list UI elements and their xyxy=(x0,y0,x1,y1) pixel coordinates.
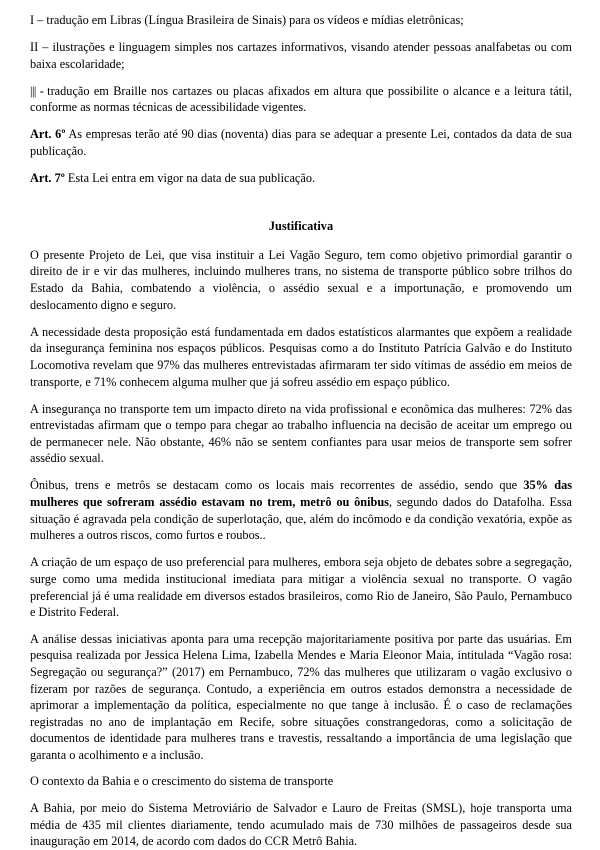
paragraph-objetivo: O presente Projeto de Lei, que visa instituir a Lei Vagão Seguro, tem como objetivo primordial garantir o direito de ir e vir das mulheres, incluindo mulheres trans, no sistema de transporte público sobre trilhos do Estado da Bahia, combatendo a violência, o assédio sexual e a importunação, e promovendo um deslocamento digno e seguro. xyxy=(30,247,572,312)
list-text-ii: ilustrações e linguagem simples nos cartazes informativos, visando atender pessoas analfabetas ou com baixa escolaridade; xyxy=(30,40,572,71)
paragraph-espaco-preferencial: A criação de um espaço de uso preferencial para mulheres, embora seja objeto de debates sobre a segregação, surge como uma medida institucional imediata para mitigar a violência sexual no transporte. O vagão preferencial já é uma realidade em diversos estados brasileiros, como Rio de Janeiro, São Paulo, Pernambuco e Distrito Federal. xyxy=(30,555,572,620)
paragraph-dados: A necessidade desta proposição está fundamentada em dados estatísticos alarmantes que expõem a realidade da insegurança feminina nos espaços públicos. Pesquisas como a do Instituto Patrícia Galvão e do Instituto Locomotiva revelam que 97% das mulheres entrevistadas afirmaram ter sido vítimas de assédio em meios de transporte, e 71% conhecem alguma mulher que já sofreu assédio em espaço público. xyxy=(30,324,572,389)
paragraph-contexto-bahia-titulo: O contexto da Bahia e o crescimento do sistema de transporte xyxy=(30,774,334,789)
paragraph-bahia-dados: A Bahia, por meio do Sistema Metroviário de Salvador e Lauro de Freitas (SMSL), hoje transporta uma média de 435 mil clientes diariamente, tendo acumulado mais de 730 milhões de passageiros desde sua inauguração em 2014, de acordo com dados do CCR Metrô Bahia. xyxy=(30,801,572,849)
article-6-text: As empresas terão até 90 dias (noventa) dias para se adequar a presente Lei, contados da data de sua publicação. xyxy=(30,127,572,159)
list-marker-iii: ||| - xyxy=(30,83,48,98)
paragraph-onibus-prefix: Ônibus, trens e metrôs se destacam como os locais mais recorrentes de assédio, sendo que xyxy=(30,478,524,493)
section-heading-justificativa: Justificativa xyxy=(268,219,334,234)
article-6 xyxy=(30,126,572,159)
section-spacer xyxy=(30,197,572,218)
list-marker-i: I – xyxy=(30,13,47,27)
article-7-text: Esta Lei entra em vigor na data de sua publicação. xyxy=(64,171,316,186)
list-item-ii xyxy=(30,39,572,72)
paragraph-onibus-suffix: , segundo dados do Datafolha. Essa situação é agravada pela condição de superlotação, que, além do incômodo e da condição vexatória, expõe as mulheres a outros riscos, como furtos e roubos.. xyxy=(30,495,572,543)
list-text-i: tradução em Libras (Língua Brasileira de Sinais) para os vídeos e mídias eletrônicas; xyxy=(46,13,464,27)
paragraph-impacto: A insegurança no transporte tem um impacto direto na vida profissional e econômica das mulheres: 72% das entrevistadas afirmam que o tempo para chegar ao trabalho influencia na decisão de aceitar um emprego ou de permanecer nele. Não obstante, 46% não se sentem confiantes para usar meios de transporte sem sofrer assédio sexual. xyxy=(30,401,572,466)
article-7 xyxy=(30,170,572,187)
paragraph-onibus xyxy=(30,477,572,543)
paragraph-analise-iniciativas: A análise dessas iniciativas aponta para uma recepção majoritariamente positiva por parte das usuárias. Em pesquisa realizada por Jessica Helena Lima, Izabella Mendes e Maria Eleonor Maia, intitulada “Vagão rosa: Segregação ou segurança?” (2017) em Pernambuco, 72% das mulheres que utilizaram o vagão exclusivo o fizeram por razões de segurança. Contudo, a experiência em outros estados demonstra a necessidade de aprimorar a implementação da política, especialmente no que tange à inclusão. É o caso de reclamações registradas no ano de implantação em Recife, sobre situações constrangedoras, como a solicitação de documentos de identidade para mulheres trans e travestis, ressaltando a importância de uma legislação que garanta o acolhimento e a inclusão. xyxy=(30,631,572,762)
list-text-iii: tradução em Braille nos cartazes ou placas afixados em altura que possibilite o alcance e a leitura tátil, conforme as normas técnicas de acessibilidade vigentes. xyxy=(30,83,572,115)
paragraph-onibus-highlight: 35% das mulheres que sofreram assédio estavam no trem, metrô ou ônibus xyxy=(30,478,572,510)
list-item-iii xyxy=(30,83,572,116)
article-7-label: Art. 7º xyxy=(30,171,65,186)
list-marker-ii: II – xyxy=(30,40,53,55)
list-item-i xyxy=(30,12,572,29)
article-6-label: Art. 6º xyxy=(30,127,66,142)
